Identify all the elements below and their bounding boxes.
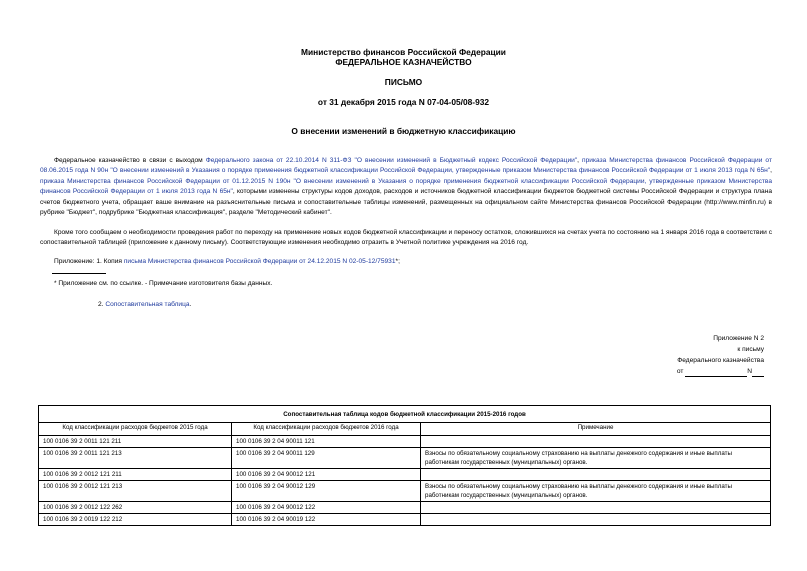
cell-code-2016: 100 0106 39 2 04 90012 122 xyxy=(232,502,421,514)
cell-code-2015: 100 0106 39 2 0011 121 213 xyxy=(39,448,232,469)
cell-note: Взносы по обязательному социальному страхованию на выплаты денежного содержания и иные выплаты работникам государственных (муниципальных) органов. xyxy=(421,448,771,469)
attachment-2-dot: . xyxy=(189,301,192,308)
table-row xyxy=(39,469,771,481)
ministry-title: Министерство финансов Российской Федерации xyxy=(301,47,506,57)
attachment-line-1 xyxy=(54,258,400,265)
link-federal-law[interactable]: Федерального закона от 22.10.2014 N 311-ФЗ "О внесении изменений в Бюджетный кодекс Российской Федерации" xyxy=(205,157,578,164)
attachment-label: Приложение: 1. Копия xyxy=(54,258,124,265)
table-row xyxy=(39,514,771,526)
table-row xyxy=(39,436,771,448)
cell-note xyxy=(421,436,771,448)
paragraph-2: Кроме того сообщаем о необходимости проведения работ по переходу на применение новых кодов бюджетной классификации и переносу остатков, сложившихся на счетах учета по состоянию на 1 января 2016 года в соответствии с сопоставительной таблицей (приложение к данному письму). Соответствующие изменения необходимо отразить в Учетной политике учреждения на 2016 год. xyxy=(40,229,772,247)
link-comparison-table[interactable]: Сопоставительная таблица xyxy=(105,301,190,308)
paragraph-1-text-c: , xyxy=(770,167,772,175)
cell-code-2015: 100 0106 39 2 0019 122 212 xyxy=(39,514,232,526)
comparison-table xyxy=(38,405,771,526)
table-caption: Сопоставительная таблица кодов бюджетной классификации 2015-2016 годов xyxy=(39,406,771,423)
cell-note xyxy=(421,469,771,481)
cell-code-2015: 100 0106 39 2 0012 122 262 xyxy=(39,502,232,514)
footnote-rule xyxy=(52,273,106,274)
appendix-line-2: к письму xyxy=(737,346,764,353)
cell-code-2015: 100 0106 39 2 0012 121 211 xyxy=(39,469,232,481)
cell-note: Взносы по обязательному социальному страхованию на выплаты денежного содержания и иные выплаты работникам государственных (муниципальных) органов. xyxy=(421,481,771,502)
appendix-num-blank xyxy=(752,369,764,377)
footnote: * Приложение см. по ссылке. - Примечание изготовителя базы данных. xyxy=(54,280,273,287)
cell-code-2016: 100 0106 39 2 04 90012 129 xyxy=(232,481,421,502)
cell-code-2016: 100 0106 39 2 04 90011 121 xyxy=(232,436,421,448)
appendix-from-label: от xyxy=(676,368,684,375)
appendix-num-label: N xyxy=(747,368,752,375)
cell-note xyxy=(421,502,771,514)
cell-code-2016: 100 0106 39 2 04 90011 129 xyxy=(232,448,421,469)
paragraph-1 xyxy=(40,156,772,218)
document-subject: О внесении изменений в бюджетную классификацию xyxy=(291,126,516,136)
col-header-2016: Код классификации расходов бюджетов 2016 года xyxy=(232,423,421,436)
table-row xyxy=(39,448,771,469)
appendix-date-blank xyxy=(685,369,747,377)
table-row xyxy=(39,481,771,502)
paragraph-1-text-d: , которыми изменены структуры кодов доходов, расходов и источников бюджетной классификации бюджетов бюджетной системы Российской Федерации и структура плана счетов бюджетного учета, обращает ваше внимание на разъяснительные письма и сопоставительные таблицы изменений, размещенных на официальном сайте Министерства финансов Российской Федерации (http://www.minfin.ru) в рубрике "Бюджет", подрубрике "Бюджетная классификация", разделе "Методический кабинет". xyxy=(40,188,772,217)
cell-code-2016: 100 0106 39 2 04 90012 121 xyxy=(232,469,421,481)
attachment-line-2 xyxy=(98,301,191,308)
link-order-90n[interactable]: приказа Министерства финансов Российской Федерации от 08.06.2015 года N 90н "О внесении изменений в Указания о порядке применения бюджетной классификации Российской Федерации, утвержденные приказом Министерства финансов Российской Федерации от 1 июля 2013 года N 65н" xyxy=(40,157,772,175)
col-header-2015: Код классификации расходов бюджетов 2015 года xyxy=(39,423,232,436)
cell-note xyxy=(421,514,771,526)
document-type: ПИСЬМО xyxy=(384,77,423,87)
cell-code-2015: 100 0106 39 2 0011 121 211 xyxy=(39,436,232,448)
document-date-number: от 31 декабря 2015 года N 07-04-05/08-932 xyxy=(317,97,490,107)
appendix-line-3: Федерального казначейства xyxy=(677,357,764,364)
cell-code-2016: 100 0106 39 2 04 90019 122 xyxy=(232,514,421,526)
cell-code-2015: 100 0106 39 2 0012 121 213 xyxy=(39,481,232,502)
table-row xyxy=(39,502,771,514)
treasury-title: ФЕДЕРАЛЬНОЕ КАЗНАЧЕЙСТВО xyxy=(335,57,472,67)
paragraph-1-text-a: Федеральное казначейство в связи с выходом xyxy=(54,157,206,164)
attachment-2-number: 2. xyxy=(98,301,106,308)
col-header-note: Примечание xyxy=(421,423,771,436)
link-minfin-letter[interactable]: письма Министерства финансов Российской Федерации от 24.12.2015 N 02-05-12/75931 xyxy=(123,258,396,265)
paragraph-1-text-b: , xyxy=(577,157,583,164)
appendix-line-1: Приложение N 2 xyxy=(713,335,764,342)
attachment-star: *; xyxy=(395,258,400,265)
link-order-190n[interactable]: приказа Министерства финансов Российской Федерации от 01.12.2015 N 190н "О внесении изменений в Указания о порядке применения бюджетной классификации Российской Федерации, утвержденные приказом Министерства финансов Российской Федерации от 1 июля 2013 года N 65н" xyxy=(40,177,772,196)
appendix-date-number xyxy=(677,366,764,377)
